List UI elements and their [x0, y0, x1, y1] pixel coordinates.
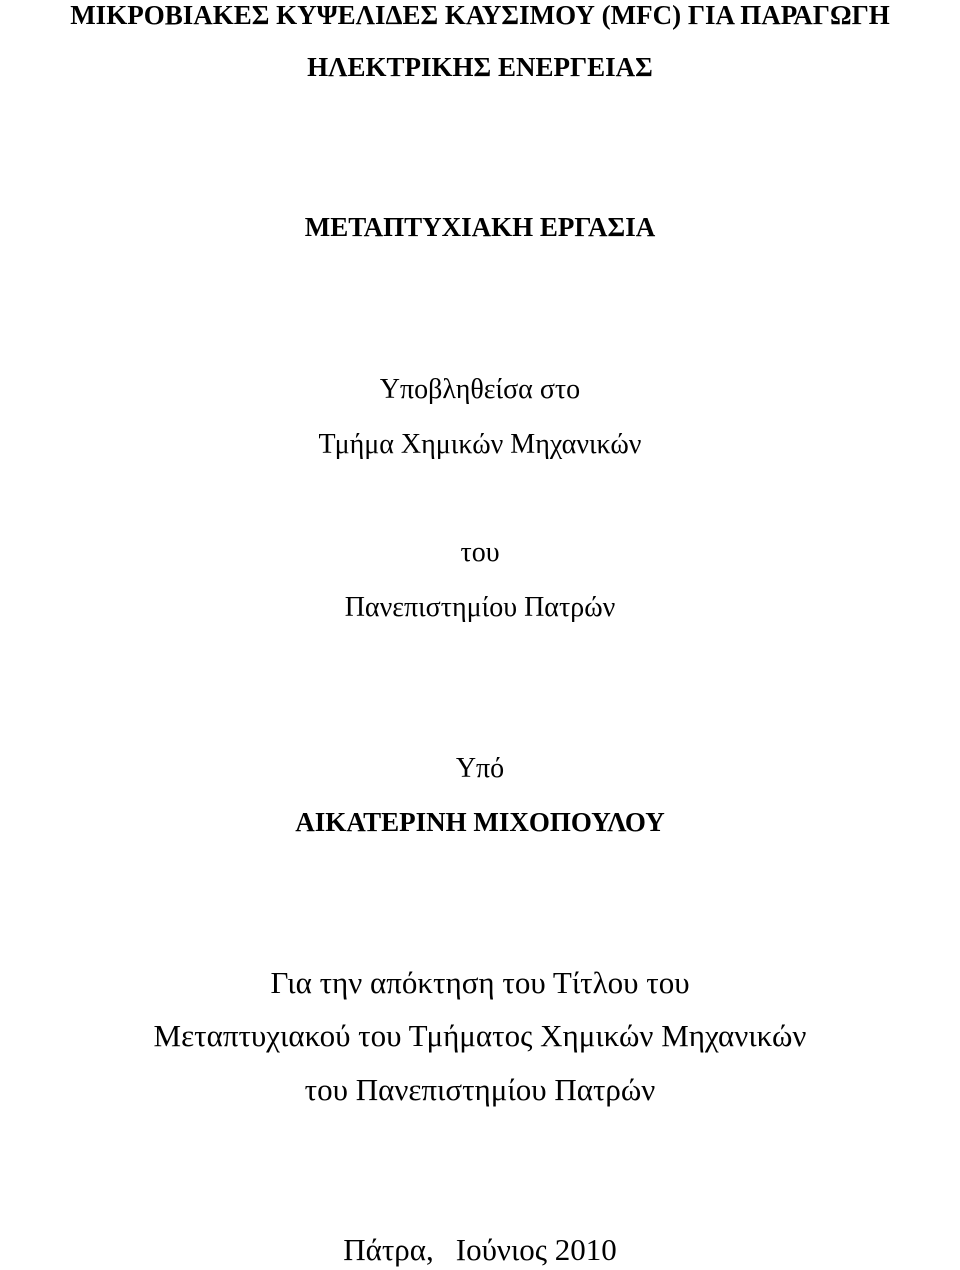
- footer: [0, 1234, 960, 1265]
- title-line-2: ΗΛΕΚΤΡΙΚΗΣ ΕΝΕΡΓΕΙΑΣ: [307, 52, 653, 82]
- footer-city: Πάτρα,: [343, 1232, 434, 1267]
- submitted-line-4: Πανεπιστημίου Πατρών: [344, 592, 616, 623]
- submitted-line-3: του: [460, 537, 500, 568]
- thesis-type: ΜΕΤΑΠΤΥΧΙΑΚΗ ΕΡΓΑΣΙΑ: [304, 212, 656, 242]
- title-line-1: ΜΙΚΡΟΒΙΑΚΕΣ ΚΥΨΕΛΙΔΕΣ ΚΑΥΣΙΜΟΥ (MFC) ΓΙΑ ΠΑΡΑΓΩΓΗ: [70, 0, 890, 30]
- submitted-line-2: Τμήμα Χημικών Μηχανικών: [318, 429, 642, 460]
- purpose-line-2: Μεταπτυχιακού του Τμήματος Χημικών Μηχανικών: [153, 1018, 807, 1053]
- footer-date: Ιούνιος 2010: [455, 1232, 617, 1267]
- purpose-line-1: Για την απόκτηση του Τίτλου του: [270, 965, 690, 1000]
- purpose-line-3: του Πανεπιστημίου Πατρών: [304, 1072, 656, 1107]
- submitted-line-1: Υποβληθείσα στο: [379, 374, 581, 405]
- author-name: ΑΙΚΑΤΕΡΙΝΗ ΜΙΧΟΠΟΥΛΟΥ: [295, 807, 665, 837]
- author-by: Υπό: [455, 753, 505, 784]
